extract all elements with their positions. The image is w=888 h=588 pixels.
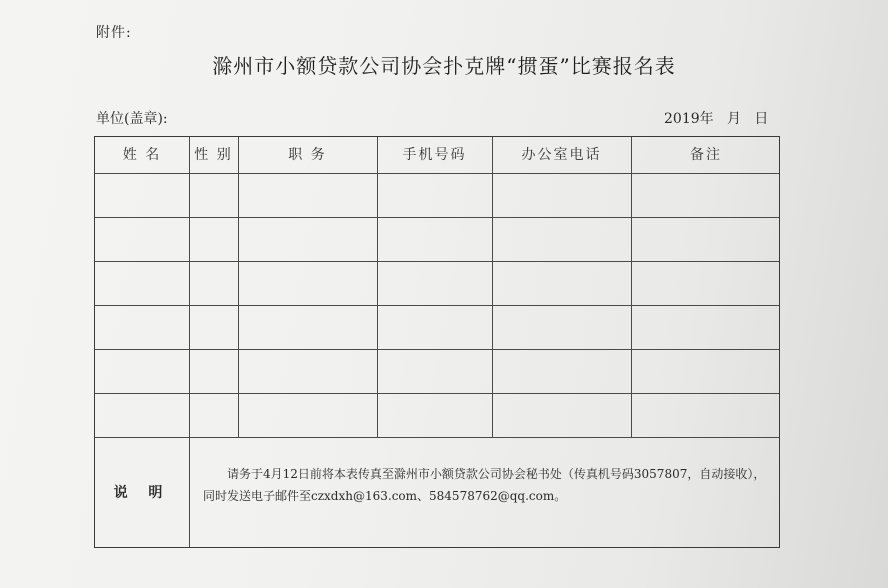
date-month: 月 (727, 111, 741, 127)
table-row (95, 393, 781, 437)
header-mobile: 手机号码 (402, 147, 467, 163)
header-remarks: 备注 (690, 147, 722, 163)
notes-text: 请务于4月12日前将本表传真至滁州市小额贷款公司协会秘书处（传真机号码3057807，自动接收），同时发送电子邮件至czxdxh@163.com、584578762@qq.com。 (203, 467, 766, 503)
header-office-phone: 办公室电话 (521, 147, 602, 163)
date-line (664, 108, 768, 128)
table-row (95, 173, 781, 217)
header-gender: 性 别 (194, 147, 233, 163)
header-name: 姓 名 (122, 147, 162, 163)
date-year: 2019年 (664, 111, 714, 127)
table-row (95, 305, 781, 349)
table-divider (95, 437, 779, 438)
attachment-label: 附件: (96, 25, 132, 41)
unit-seal-label: 单位(盖章): (96, 111, 168, 127)
table-row (95, 217, 781, 261)
notes-label: 说 明 (113, 485, 171, 501)
table-row (95, 261, 781, 305)
table-row (95, 349, 781, 393)
registration-table (94, 136, 780, 548)
header-position: 职 务 (288, 147, 327, 163)
date-day: 日 (754, 111, 769, 127)
form-title: 滁州市小额贷款公司协会扑克牌“掼蛋”比赛报名表 (212, 54, 676, 78)
